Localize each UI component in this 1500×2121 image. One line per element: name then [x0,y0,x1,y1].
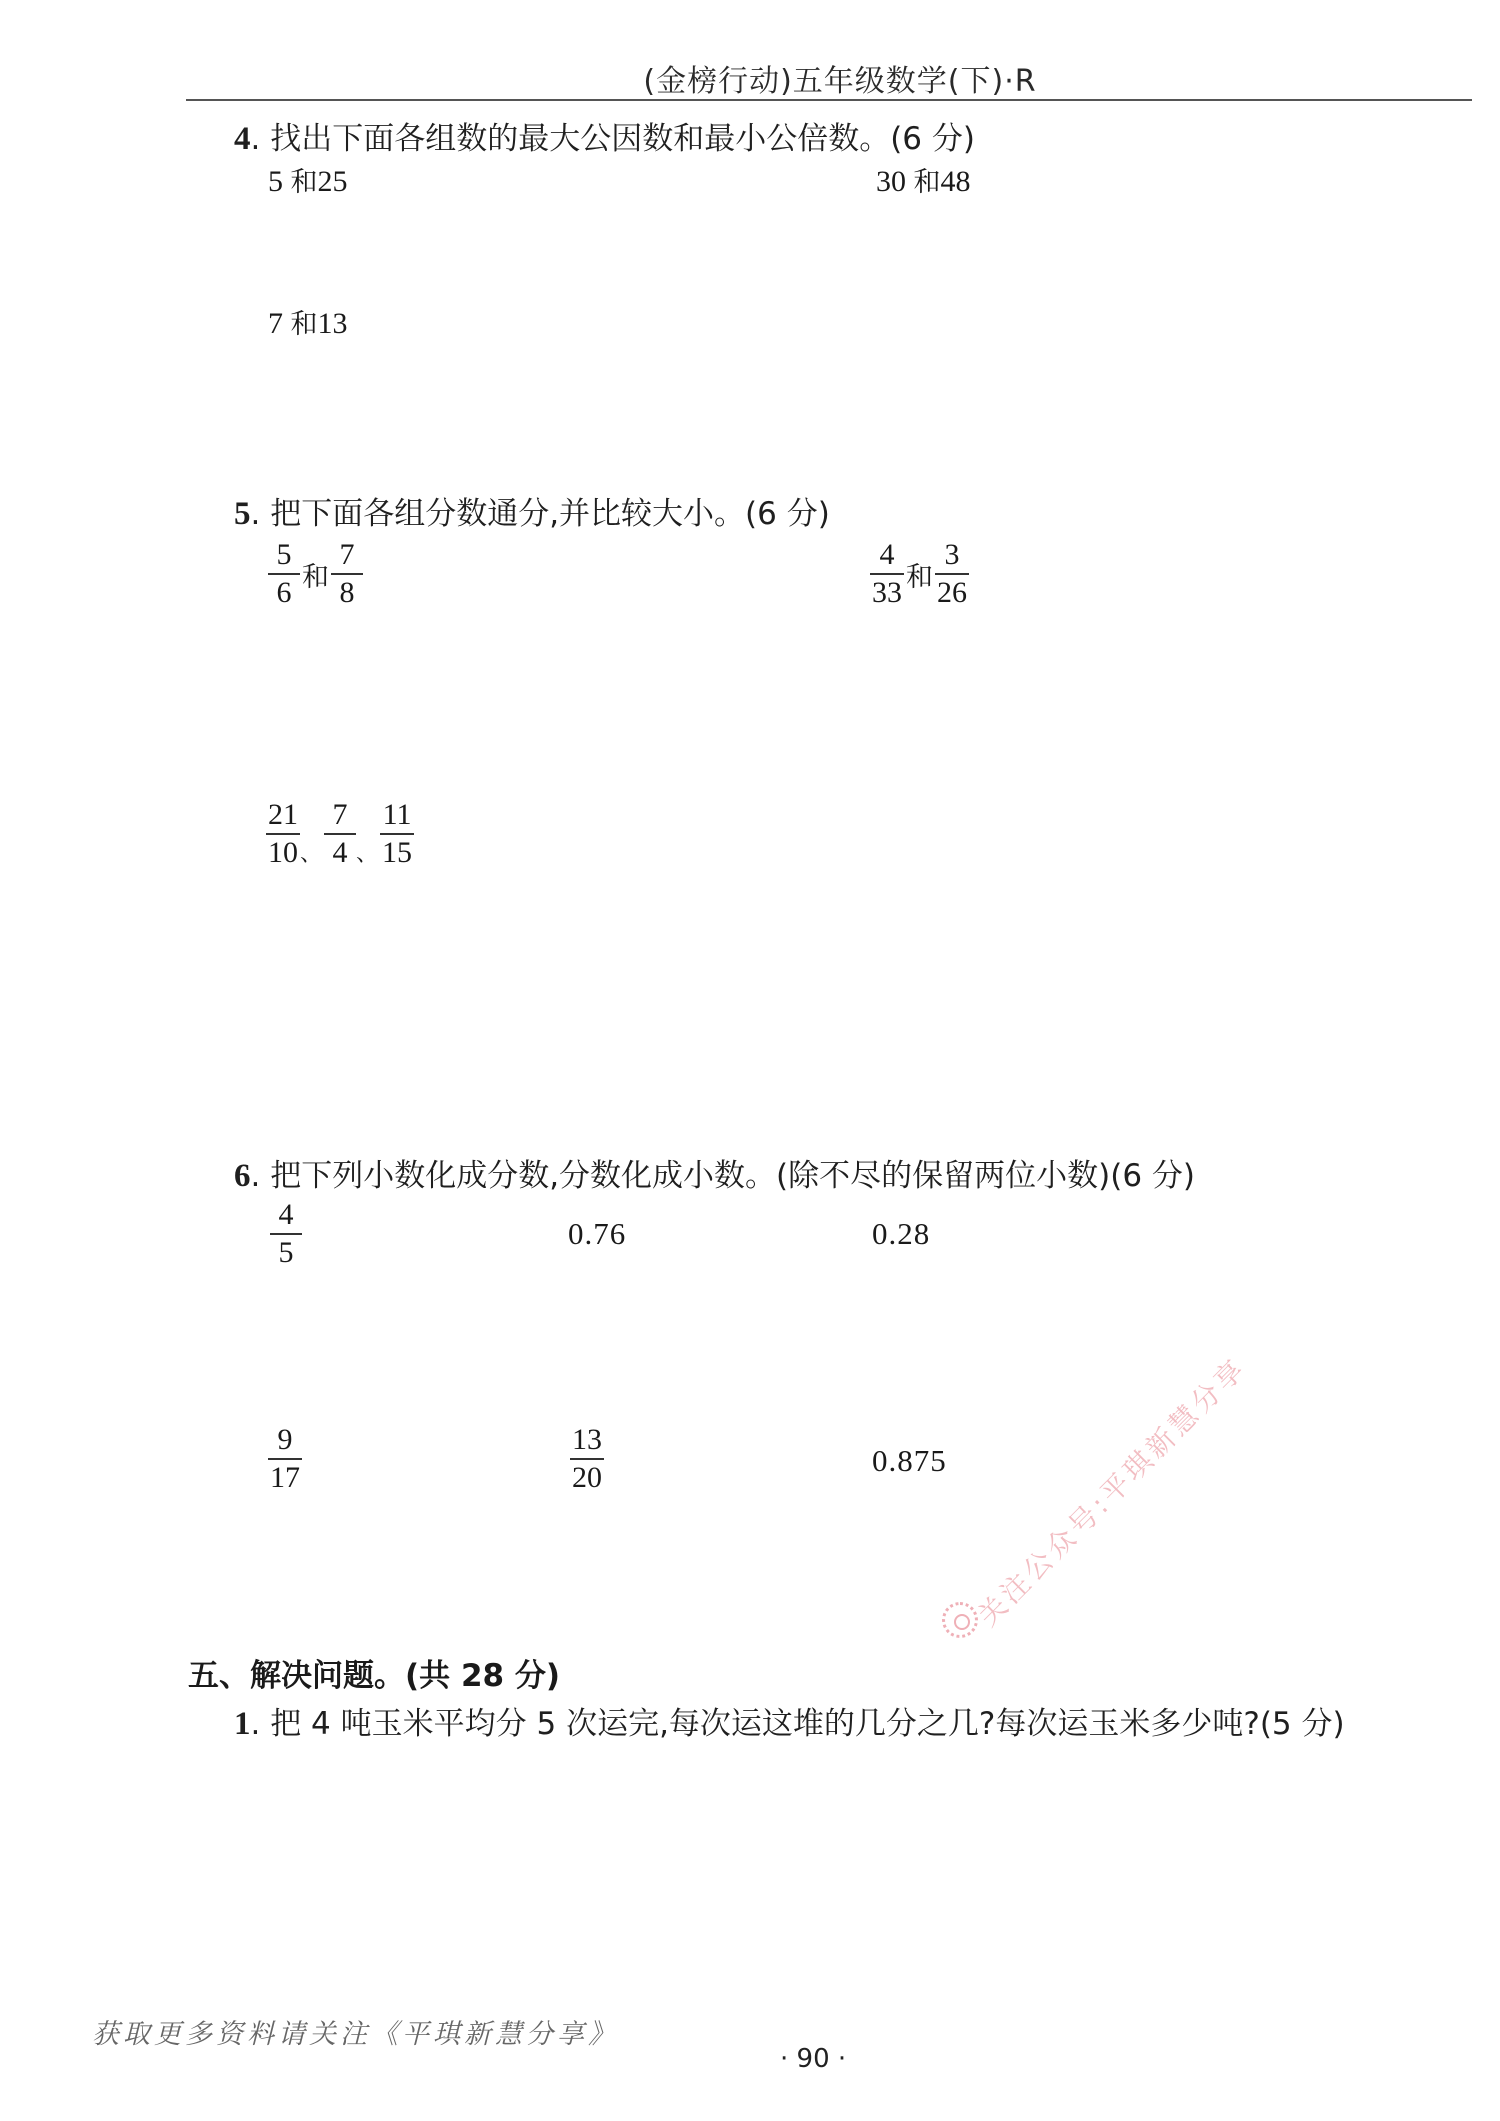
question-number: 6 [234,1158,251,1194]
join-word: 和 [290,167,318,198]
fraction: $\frac{4}{33}$ [872,538,902,609]
q4-item-2 [876,160,971,199]
q6-decimal-0-875: 0.875 [872,1443,947,1478]
question-4-heading [234,113,975,158]
q4-item-3 [268,302,348,341]
q6-fraction-9-17 [268,1425,302,1493]
question-number: 4 [234,121,251,157]
separator: 、 [356,842,379,867]
section-5-heading: 五、解决问题。(共 28 分) [188,1658,561,1694]
question-number: 5 [234,496,251,532]
footer-promo-note: 获取更多资料请关注《平琪新慧分享》 [92,2019,619,2050]
number-b: 13 [317,307,348,340]
question-6-heading [234,1150,1195,1195]
fraction: $\frac{5}{6}$ [268,540,300,608]
question-5-heading [234,488,830,533]
fraction: $\frac{13}{20}$ [572,1423,602,1494]
watermark-text: 关注公众号:平琪新慧分享 [971,1350,1254,1633]
section-5-question-1 [234,1698,1345,1743]
number-a: 7 [268,307,283,340]
question-text: . 把 4 吨玉米平均分 5 次运完,每次运这堆的几分之几?每次运玉米多少吨?(5 分) [250,1706,1345,1742]
fraction: $\frac{11}{15}$ [382,798,413,869]
q6-decimal-0-76: 0.76 [568,1216,627,1251]
join-word: 和 [906,561,933,593]
join-word: 和 [302,561,329,593]
fraction: $\frac{9}{17}$ [270,1423,300,1494]
q5-fraction-group-1 [268,540,363,608]
q4-item-1 [268,160,348,199]
number-a: 5 [268,165,283,198]
q5-fraction-group-2 [870,540,969,608]
question-number: 1 [234,1706,251,1742]
number-a: 30 [876,165,906,198]
q5-fraction-group-3 [266,800,414,868]
separator: 、 [300,842,323,867]
number-b: 48 [940,165,971,198]
fraction: $\frac{4}{5}$ [270,1200,302,1268]
question-text: . 找出下面各组数的最大公因数和最小公倍数。(6 分) [250,121,975,157]
join-word: 和 [290,309,318,340]
fraction: $\frac{7}{4}$ [324,800,356,868]
number-b: 25 [317,165,348,198]
header-divider [186,99,1472,101]
fraction: $\frac{21}{10}$ [268,798,298,869]
fraction: $\frac{7}{8}$ [331,540,363,608]
question-text: . 把下列小数化成分数,分数化成小数。(除不尽的保留两位小数)(6 分) [250,1158,1196,1194]
q6-fraction-13-20 [570,1425,604,1493]
q6-fraction-4-5 [270,1200,302,1268]
page-header-title: (金榜行动)五年级数学(下)·R [643,64,1037,99]
q6-decimal-0-28: 0.28 [872,1216,931,1251]
page-number: · 90 · [780,2044,847,2074]
fraction: $\frac{3}{26}$ [937,538,967,609]
question-text: . 把下面各组分数通分,并比较大小。(6 分) [250,496,830,532]
join-word: 和 [913,167,941,198]
